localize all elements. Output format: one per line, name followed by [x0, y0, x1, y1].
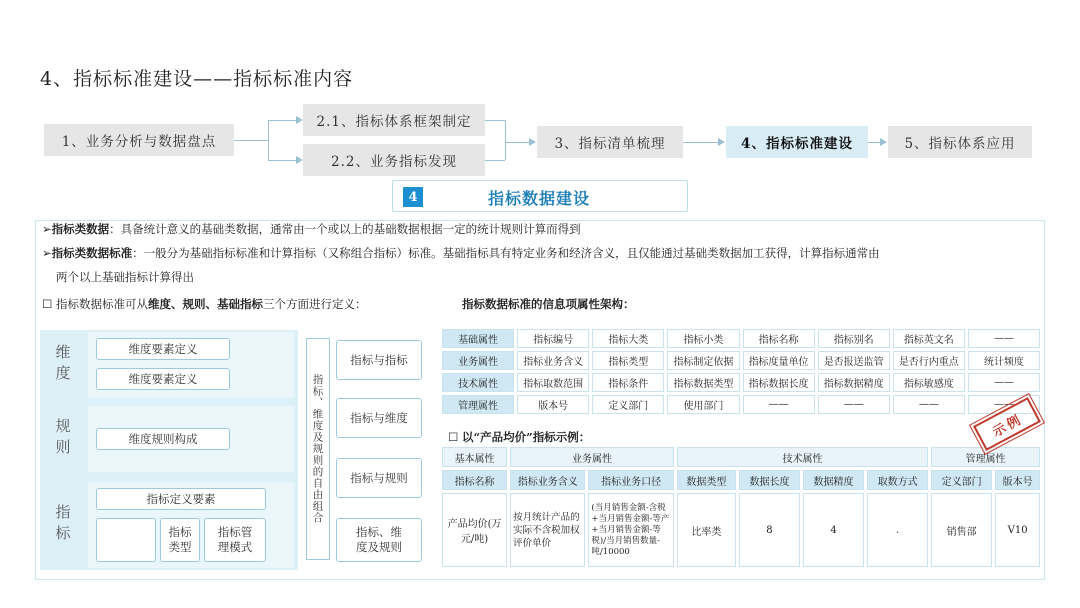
attr-cell: 统计频度 — [968, 351, 1040, 370]
section-banner — [392, 180, 688, 212]
attr-category-cell: 管理属性 — [442, 395, 514, 414]
attribute-table — [439, 326, 1043, 417]
flow-connector — [268, 120, 269, 160]
group-header: 管理属性 — [931, 447, 1040, 467]
combo-box: 指标与规则 — [336, 458, 422, 498]
definition-paragraph-2-cont: 两个以上基础指标计算得出 — [56, 270, 194, 284]
flow-step-2-2: 2.2、业务指标发现 — [303, 144, 485, 176]
dimension-tab: 维度 — [40, 332, 86, 398]
example-value-cell: 8 — [739, 493, 800, 567]
example-value-cell: 4 — [803, 493, 864, 567]
indicator-type-box: 指标类型 — [160, 518, 200, 562]
attr-cell: 指标制定依据 — [667, 351, 739, 370]
attr-cell: 指标数据精度 — [818, 373, 890, 392]
definition-paragraph-1: ➢指标类数据：具备统计意义的基础类数据，通常由一个或以上的基础数据根据一定的统计规则计算而得到 — [42, 222, 581, 236]
attr-cell: 指标数据类型 — [667, 373, 739, 392]
flow-connector — [683, 142, 718, 143]
group-header: 业务属性 — [510, 447, 674, 467]
dimension-element-box: 维度要素定义 — [96, 368, 230, 390]
example-value-cell: 销售部 — [931, 493, 992, 567]
indicator-definition-box: 指标定义要素 — [96, 488, 266, 510]
attr-cell: 指标英文名 — [893, 329, 965, 348]
bullet-arrow-icon: ➢ — [42, 246, 52, 260]
flow-step-4: 4、指标标准建设 — [726, 126, 868, 158]
flow-step-1: 1、业务分析与数据盘点 — [44, 124, 234, 156]
example-header-cell: 数据长度 — [739, 470, 800, 490]
checkbox-icon: ☐ — [42, 297, 53, 311]
bullet-arrow-icon: ➢ — [42, 222, 52, 236]
example-header-cell: 取数方式 — [867, 470, 928, 490]
attr-cell: 指标取数范围 — [517, 373, 589, 392]
flow-step-5: 5、指标体系应用 — [888, 126, 1032, 158]
attr-cell: 指标编号 — [517, 329, 589, 348]
example-header-cell: 数据类型 — [677, 470, 736, 490]
flow-connector — [868, 142, 880, 143]
example-title: ☐ 以“产品均价”指标示例： — [448, 430, 591, 444]
definition-paragraph-3: ☐ 指标数据标准可从维度、规则、基础指标三个方面进行定义： — [42, 297, 367, 311]
attr-row — [442, 329, 1040, 348]
flow-connector — [268, 120, 296, 121]
attr-category-cell: 技术属性 — [442, 373, 514, 392]
attr-row — [442, 351, 1040, 370]
example-stamp: 示例 — [973, 397, 1041, 451]
definition-paragraph-2: ➢指标类数据标准：一般分为基础指标标准和计算指标（又称组合指标）标准。基础指标具有特定业务和经济含义，且仅能通过基础类数据加工获得，计算指标通常由 — [42, 246, 880, 260]
attr-cell: —— — [743, 395, 815, 414]
example-header-cell: 版本号 — [995, 470, 1040, 490]
attr-category-cell: 基础属性 — [442, 329, 514, 348]
attr-cell: 是否报送监管 — [818, 351, 890, 370]
group-header: 技术属性 — [677, 447, 928, 467]
attr-cell: 指标别名 — [818, 329, 890, 348]
flow-step-3: 3、指标清单梳理 — [537, 126, 683, 158]
attr-cell: —— — [968, 329, 1040, 348]
attr-cell: 指标数据长度 — [743, 373, 815, 392]
attr-cell: —— — [893, 395, 965, 414]
attr-cell: 版本号 — [517, 395, 589, 414]
attr-cell: 指标条件 — [592, 373, 664, 392]
flow-connector — [485, 120, 505, 121]
flow-connector — [268, 160, 296, 161]
example-header-cell: 指标业务含义 — [510, 470, 585, 490]
rule-element-box: 维度规则构成 — [96, 428, 230, 450]
attr-cell: 指标类型 — [592, 351, 664, 370]
group-header: 基本属性 — [442, 447, 507, 467]
page-title: 4、指标标准建设——指标标准内容 — [40, 68, 354, 90]
attr-cell: 使用部门 — [667, 395, 739, 414]
example-value-cell: 按月统计产品的实际不含税加权评价单价 — [510, 493, 585, 567]
example-header-cell: 指标名称 — [442, 470, 507, 490]
flow-connector — [485, 160, 505, 161]
rule-tab: 规则 — [40, 406, 86, 472]
indicator-tab: 指标 — [40, 482, 86, 568]
attr-cell: —— — [968, 373, 1040, 392]
flow-connector — [505, 142, 529, 143]
attr-architecture-title: 指标数据标准的信息项属性架构： — [462, 297, 635, 311]
flow-connector — [505, 120, 506, 160]
attr-category-cell: 业务属性 — [442, 351, 514, 370]
free-combination-column: 指标、维度及规则的自由组合 — [306, 338, 330, 560]
arrow-right-icon — [880, 138, 887, 146]
attr-cell: —— — [968, 395, 1040, 414]
example-value-cell: . — [867, 493, 928, 567]
example-header-cell: 定义部门 — [931, 470, 992, 490]
combo-box: 指标与指标 — [336, 340, 422, 380]
attr-cell: 定义部门 — [592, 395, 664, 414]
indicator-blank-box — [96, 518, 156, 562]
example-value-cell: (当月销售金额-含税+当月销售金额-等产+当月销售金额-等税)/当月销售数量-吨/10000 — [588, 493, 673, 567]
combo-box: 指标、维度及规则 — [336, 518, 422, 562]
example-header-cell: 指标业务口径 — [588, 470, 673, 490]
attr-cell: 指标小类 — [667, 329, 739, 348]
attr-row — [442, 395, 1040, 414]
arrow-right-icon — [718, 138, 725, 146]
arrow-right-icon — [529, 138, 536, 146]
section-banner-title: 指标数据建设 — [488, 189, 591, 208]
flow-step-2-1: 2.1、指标体系框架制定 — [303, 104, 485, 136]
section-number-badge: 4 — [403, 187, 423, 207]
dimension-element-box: 维度要素定义 — [96, 338, 230, 360]
example-table — [439, 444, 1043, 570]
attr-cell: 指标敏感度 — [893, 373, 965, 392]
example-value-cell: V10 — [995, 493, 1040, 567]
combo-box: 指标与维度 — [336, 398, 422, 438]
arrow-right-icon — [296, 156, 303, 164]
attr-cell: 指标大类 — [592, 329, 664, 348]
flow-connector — [234, 140, 268, 141]
attr-cell: 是否行内重点 — [893, 351, 965, 370]
example-header-cell: 数据精度 — [803, 470, 864, 490]
checkbox-icon: ☐ — [448, 430, 459, 444]
attr-cell: —— — [818, 395, 890, 414]
indicator-mgmt-box: 指标管理模式 — [204, 518, 266, 562]
arrow-right-icon — [296, 116, 303, 124]
attr-row — [442, 373, 1040, 392]
example-value-cell: 产品均价(万元/吨) — [442, 493, 507, 567]
attr-cell: 指标业务含义 — [517, 351, 589, 370]
attr-cell: 指标名称 — [743, 329, 815, 348]
attr-cell: 指标度量单位 — [743, 351, 815, 370]
example-value-cell: 比率类 — [677, 493, 736, 567]
